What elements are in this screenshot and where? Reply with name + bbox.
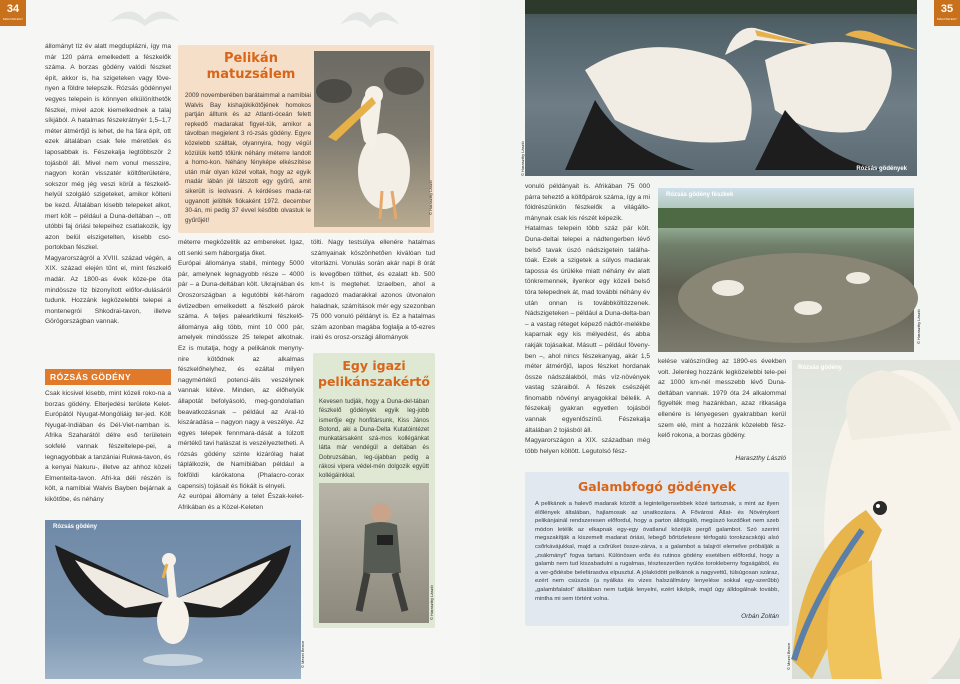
right-page — [480, 0, 960, 679]
flying-pelicans-image — [525, 0, 917, 176]
box-title: Pelikán matuzsálem — [206, 51, 296, 82]
article-column-1b: Csak kicsivel kisebb, mint közeli roko-na a borzas gödény. Elterjedési területe Kelet-Európától Nyugat-Mongóliáig ter-jed. Költ Nyugat-Indiában és Dél-Viet-namban is. Afrika Szaharától délre eső területein sokfelé vannak fészeltelepe-pei, a legnagyobbak a tanzániai Rukwa-tavon, és a kenyai Nakuru-, illetve az ahhoz közeli Elmenteita-tavon. Afri-ka déli részén is költ, a namíbiai Walvis Bayben bejárnak a kikötőbe, és néhány — [45, 390, 171, 503]
nest-colony-image — [658, 188, 914, 352]
photo-caption: Rózsás gödény fészkek — [666, 192, 734, 198]
photo-caption: Rózsás gödény — [798, 365, 843, 371]
sidebar-box-expert — [313, 353, 435, 628]
photo-credit: © Mezei Bence — [300, 640, 305, 668]
box-text: 2009 novemberében barátaimmal a namíbiai Walvis Bay kishajókikötőjének homokos partján álltunk és az Atlanti-óceán felett repkedő madarakat figyel-tük, amikor a távolban megjelent 3 ró-zsás gödény. Egyre közelebb szálltak, olyannyira, hogy végül közülük kettő tőlünk néhány méterre landolt a homo-kon. Néhány fényképe elkészítése után már olyan közel voltak, hogy az egyik madár lábán jól látszott egy gyűrű, amit sikerült is leolvasni. A kérdéses mada-rat ugyanott jelölték fiókaként 1972. december 30-án, mi pedig 37 évvel később olvastuk le gyűrűjét! — [185, 92, 311, 224]
box-text: Kevesen tudják, hogy a Duna-del-tában fészkelő gödények egyik leg-jobb ismerője egy honfitársunk, Kiss János Botond, aki a Duna-Delta Kutatóintézet munkatársaként szá-mos kollégánkat látta már vendégül a deltában és Dobruzsában, leg-újabban pedig a rákosi vipera védel-mén dolgozik együtt kollégáinkkal. — [319, 398, 429, 480]
expert-photo — [319, 483, 429, 623]
sidebar-box-galamb — [525, 472, 789, 626]
photo-credit: © Haraszthy László — [520, 141, 525, 176]
article-column-3: tölti. Nagy testsúlya ellenére hatalmas számyainak köszönhetően kiválóan tud vitorlázni. Vonulás során akár napi 8 órát is levegőben tölthet, és ezalatt kb. 500 km-t is megtehet. Izraelben, ahol a ragadozó madarakkal azonos útvonalon haladnak, számítások mér egy szezonban 75 000 vonuló példányt is. Ez a hatalmas szám azonban magába foglalja a tő-ezres iraki és orosz-országi állományok — [311, 239, 435, 342]
article-column-2: méterre megközelítik az embereket. Igaz, ott senki sem háborgatja őket. Európai állománya stabil, mintegy 5000 pár, amelynek legnagyobb része – 4000 pár – a Duna-deltában költ. Ukrajnában és Oroszországban a legutóbbi két-három évtizedben emelkedett a fészkelő párok száma. A teljes palearktikumi fészkelő-állománya alig több, mint 10 000 pár, amelyek mindössze 25 telepet alkotnak. Ez is mutatja, hogy a pelikánok menyny-nire kötődnek az alkalmas fészkelőhelyhez, és ezáltal milyen nagymértékű potenci-ális veszélynek vannak kitéve. Minden, az élőhelyük állapotát befolyásoló, meg-gondolatlan beavatkozásnak – például az Aral-tó kiszáradása – nagyon nagy a veszélye. Az egyes telepek fennmara-dását a túlzott mértékű tavi halászat is veszélyeztetheti. A rózsás gödény szinte kizárólag halat táplálkozik, de Namíbiában például a fokföldi kárókatona (Phalacro-corax capensis) tojásait és fiókáit is elnyeli. Az európai állomány a telet Észak-kelet-Afrikában és a Közel-Keleten — [178, 239, 304, 511]
expert-person-image — [319, 483, 429, 623]
bird-silhouette-icon — [340, 0, 400, 40]
pelican-wings-photo — [45, 520, 301, 679]
bird-silhouette-icon — [110, 2, 180, 42]
photo-credit: © Haraszthy László — [429, 585, 434, 620]
photo-credit: © Haraszthy László — [428, 180, 433, 215]
box-title: Galambfogó gödények — [577, 479, 737, 494]
sidebar-box-pelikan — [178, 45, 434, 233]
photo-credit: © Haraszthy László — [916, 309, 921, 344]
article-column-4: vonuló példányait is. Afrikában 75 000 párra teheztő a költőpárok száma, így a mi földrészünkön fészkelők a világállo-mánynak csak kis részét képezik. Hatalmas telepein több száz pár költ. Duna-deltai telepei a nádtengerben lévő belső tavak úszó nádszigetein találha-tóak. Ezek a szigetek a súlyos madarak tapossa és ürüléke miatt néhány év alatt tönkremennek, ilyenkor egy közeli belső tóra telepednek át, mad további néhány év után onnan is továbbköltözzenek. Nádszigeteken – például a Duna-delta-ban – a vastag réteget képező nádtör-melékbe kaparnak egy kis mélyedést, és abba rakják tojásaikat. Másutt – például föveny-ben –, ahol nincs fészekanyag, akár 1,5 méter átmérőjű, lapos fészket hordanak össze nádszálakból, más víz-növények vastag száraiból. A fészek csészéjét finomabb növényi anyagokkal bélelik. A fészekalj gyakran egyetlen tojásból vannak egyenlőszínű. Fészekalja általában 2 tojásból áll. Magyarországon a XIX. században még több helyen költött. Legutolsó fész- — [525, 183, 651, 455]
article-column-5: kelése valószínűleg az 1890-es években volt. Jelenleg hozzánk legközelebbi tele-pei az 1000 km-nél messzebb lévő Duna-deltában vannak. 1979 óta 24 alkalommal figyelték meg hazánkban, azaz ritkasága ellenére is lényegesen gyakrabban kerül szem elé, mint a hozzánk közelebb fész-kelő rokona, a borzas gödény. — [658, 358, 786, 440]
flying-pelicans-photo — [525, 0, 917, 176]
box-title: Egy igazi pelikánszakértő — [318, 358, 430, 389]
photo-caption: Rózsás gödény — [53, 524, 98, 530]
pelican-standing-photo — [314, 51, 430, 227]
section-heading-rozsas: RÓZSÁS GÖDÉNY — [45, 369, 171, 385]
pelican-portrait-image — [792, 360, 960, 679]
box-author: Orbán Zoltán — [741, 613, 779, 620]
photo-credit: © Mezei Bence — [786, 642, 791, 670]
pelican-portrait-photo — [792, 360, 960, 679]
box-text: A pelikánok a halevő madarak között a leginteligensebbek közé tartoznak, s mint az ilyen élőlények általában, hajlamosak az unatkozásra. A Fővárosi Állat- és Növénykert pelikánjainál rendszeresen előfordul, hogy a parton álldogáló, megúszó kezdőket nem szeb módon letélik az elkapnak egy-egy óvatlanul közéjük pergő galambot. Szó szerint megszakítják a kiszemelt madarat óriási, lebegő bőrtizletesre térfogatú torokzacskójú alsó csőrkávájukkal, majd a csőrüket össze-zárva, s a galambot a talajról elemelve próbálják a „zsákmányt” fogva tartani. Különösen erős és rutinos gödény esetében előfordul, hogy a galamb nem tud kiszabadulni a rugalmas, tészteszerűen nyúlós torokleberny fogságából, és a ver-gődésbe belefárasdva elpusztul. A jólaködött pelikánok a nagyvettű, túlsúgosan száraz, ezért nem csúszós (a nyálkás és vizes halszállmány lenyelése sokkal egy-szerűbb) „galambfalatot” általában nem tudják lenyelni, ezért kiköpik, majd úgy álldogálnak tovább, mintha mi sem történt volna. — [535, 501, 779, 602]
left-page — [0, 0, 480, 679]
nest-colony-photo — [658, 188, 914, 352]
page-number-left: 34 MAGYAR EGY — [0, 0, 26, 26]
page-number-right: 35 MAGYAR EGY — [934, 0, 960, 26]
photo-caption: Rózsás gödények — [856, 166, 907, 172]
article-column-1: állományt tíz év alatt megduplázni, így ma már 120 párra emelkedett a fészkelők száma. A borzas gödény valódi fészket épít, akkor is, ha szigeteken vagy föve-nyen a földre telepszik. Rózsás gödénnyel vegyes telepein is könnyen elkülöníthetők fészkei, mivel azok kiemelkednek a talaj síkjából. A hatalmas fészekrátnyér 1,5–1,7 méter átmérőjű is lehet, de ha fára épít, ott ezek általában csak fele méretűek és laposabbak is. Fészekalja legtöbbször 2 tojásból áll. Mivel nem vonul messzire, nagyon korán visszatér költőterületére, sokszor még jég veszi körül a fészkelő-helyül szolgáló szigeteket, amikor költeni be kezd. Általában kisebb telepeket alkot, mert költ – például a Duna-deltában –, ott utóbbi faj óriási telepeihez csatlakozik, így azon belül elszigetelten, kisebb cso-portokban fészkel. Magyarországról a XVIII. század végén, a XIX. század elején tűnt el, mint fészkelő madár. Az 1800-as évek köze-pe óta mindössze tíz bizonyított előfor-dulásáról tudunk. Hozzánk legközelebbi telepei a montenegrói Shkodrai-tavon, illetve Görögországban vannak. — [45, 43, 171, 326]
pelican-wings-image — [45, 520, 301, 679]
pelican-standing-image — [314, 51, 430, 227]
article-author: Haraszthy László — [735, 455, 786, 462]
